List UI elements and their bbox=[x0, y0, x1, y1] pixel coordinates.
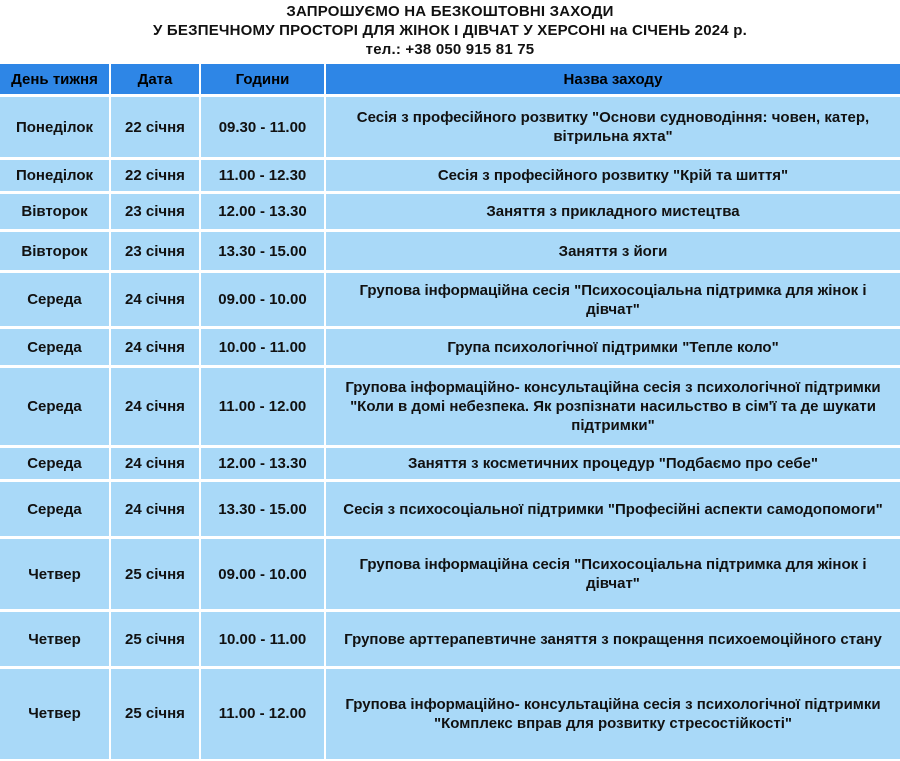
table-row bbox=[0, 447, 900, 481]
cell-event: Групова інформаційна сесія "Психосоціальна підтримка для жінок і дівчат" bbox=[325, 538, 900, 611]
cell-day: Середа bbox=[0, 367, 110, 447]
cell-time: 10.00 - 11.00 bbox=[200, 611, 325, 668]
header-subtitle: У БЕЗПЕЧНОМУ ПРОСТОРІ ДЛЯ ЖІНОК І ДІВЧАТ У ХЕРСОНІ на СІЧЕНЬ 2024 р. bbox=[153, 22, 747, 39]
column-header-time: Години bbox=[200, 64, 325, 96]
cell-date: 23 січня bbox=[110, 193, 200, 231]
cell-date: 25 січня bbox=[110, 611, 200, 668]
cell-day: Середа bbox=[0, 328, 110, 367]
cell-event: Заняття з косметичних процедур "Подбаємо про себе" bbox=[325, 447, 900, 481]
table-row bbox=[0, 193, 900, 231]
cell-date: 23 січня bbox=[110, 231, 200, 272]
cell-day: Четвер bbox=[0, 538, 110, 611]
cell-date: 25 січня bbox=[110, 668, 200, 760]
cell-event: Заняття з йоги bbox=[325, 231, 900, 272]
cell-time: 11.00 - 12.00 bbox=[200, 367, 325, 447]
column-header-date: Дата bbox=[110, 64, 200, 96]
cell-event: Група психологічної підтримки "Тепле коло" bbox=[325, 328, 900, 367]
cell-date: 24 січня bbox=[110, 272, 200, 328]
cell-time: 09.30 - 11.00 bbox=[200, 96, 325, 159]
cell-event: Заняття з прикладного мистецтва bbox=[325, 193, 900, 231]
table-row bbox=[0, 538, 900, 611]
cell-event: Сесія з психосоціальної підтримки "Професійні аспекти самодопомоги" bbox=[325, 481, 900, 538]
cell-time: 11.00 - 12.00 bbox=[200, 668, 325, 760]
table-row bbox=[0, 272, 900, 328]
cell-event: Сесія з професійного розвитку "Основи судноводіння: човен, катер, вітрильна яхта" bbox=[325, 96, 900, 159]
table-row bbox=[0, 231, 900, 272]
cell-event: Групове арттерапевтичне заняття з покращення психоемоційного стану bbox=[325, 611, 900, 668]
cell-day: Середа bbox=[0, 272, 110, 328]
cell-date: 22 січня bbox=[110, 96, 200, 159]
table-row bbox=[0, 159, 900, 193]
cell-day: Вівторок bbox=[0, 231, 110, 272]
cell-time: 10.00 - 11.00 bbox=[200, 328, 325, 367]
cell-event: Групова інформаційна сесія "Психосоціальна підтримка для жінок і дівчат" bbox=[325, 272, 900, 328]
cell-time: 12.00 - 13.30 bbox=[200, 447, 325, 481]
cell-time: 09.00 - 10.00 bbox=[200, 538, 325, 611]
page-header bbox=[0, 0, 900, 64]
table-row bbox=[0, 367, 900, 447]
cell-date: 24 січня bbox=[110, 481, 200, 538]
table-row bbox=[0, 481, 900, 538]
cell-event: Сесія з професійного розвитку "Крій та шиття" bbox=[325, 159, 900, 193]
table-row bbox=[0, 668, 900, 760]
schedule-table bbox=[0, 64, 900, 761]
cell-date: 24 січня bbox=[110, 367, 200, 447]
cell-date: 22 січня bbox=[110, 159, 200, 193]
cell-time: 11.00 - 12.30 bbox=[200, 159, 325, 193]
cell-time: 13.30 - 15.00 bbox=[200, 231, 325, 272]
header-phone: тел.: +38 050 915 81 75 bbox=[365, 41, 535, 58]
table-row bbox=[0, 328, 900, 367]
cell-event: Групова інформаційно- консультаційна сесія з психологічної підтримки "Коли в домі небезпека. Як розпізнати насильство в сім'ї та де шукати підтримки" bbox=[325, 367, 900, 447]
cell-date: 24 січня bbox=[110, 447, 200, 481]
cell-day: Середа bbox=[0, 447, 110, 481]
cell-event: Групова інформаційно- консультаційна сесія з психологічної підтримки "Комплекс вправ для розвитку стресостійкості" bbox=[325, 668, 900, 760]
table-row bbox=[0, 611, 900, 668]
cell-time: 12.00 - 13.30 bbox=[200, 193, 325, 231]
cell-day: Середа bbox=[0, 481, 110, 538]
cell-date: 24 січня bbox=[110, 328, 200, 367]
column-header-event: Назва заходу bbox=[325, 64, 900, 96]
cell-day: Понеділок bbox=[0, 159, 110, 193]
cell-day: Понеділок bbox=[0, 96, 110, 159]
cell-day: Четвер bbox=[0, 611, 110, 668]
table-header-row bbox=[0, 64, 900, 96]
table-row bbox=[0, 96, 900, 159]
cell-time: 13.30 - 15.00 bbox=[200, 481, 325, 538]
cell-day: Четвер bbox=[0, 668, 110, 760]
cell-date: 25 січня bbox=[110, 538, 200, 611]
cell-day: Вівторок bbox=[0, 193, 110, 231]
cell-time: 09.00 - 10.00 bbox=[200, 272, 325, 328]
header-title: ЗАПРОШУЄМО НА БЕЗКОШТОВНІ ЗАХОДИ bbox=[286, 3, 614, 20]
column-header-day: День тижня bbox=[0, 64, 110, 96]
